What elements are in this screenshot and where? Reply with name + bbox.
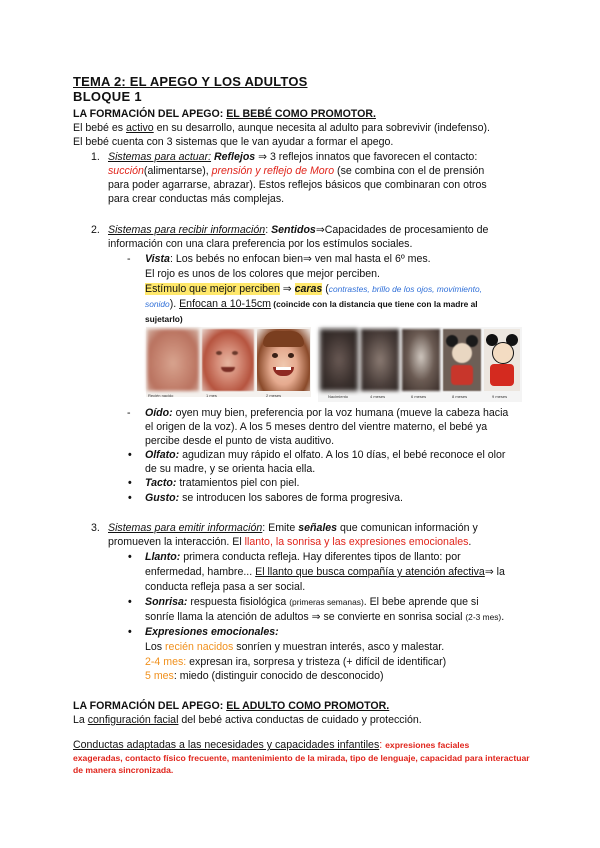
vista-line-2: El rojo es unos de los colores que mejor perciben.	[145, 268, 380, 280]
dash-oido: -	[127, 407, 131, 419]
expresiones-heading: Expresiones emocionales:	[145, 626, 279, 638]
tacto-line: Tacto: tratamientos piel con piel.	[145, 477, 300, 489]
llanto-line-2: enfermedad, hambre... El llanto que busca compañía y atención afectiva⇒ la	[145, 566, 505, 578]
item1-line-1: Sistemas para actuar: Reflejos ⇒ 3 reflejos innatos que favorecen el contacto:	[108, 151, 478, 163]
block-heading: BLOQUE 1	[73, 89, 142, 104]
item1-line-4: para crear conductas más complejas.	[108, 193, 285, 205]
caption-6-months: 6 meses	[411, 394, 427, 399]
item1-line-3: para poder agarrarse, abrazar). Estos reflejos básicos que combinaran con otros	[108, 179, 487, 191]
blurred-face-newborn	[147, 329, 199, 391]
intro-line-2: El bebé cuenta con 3 sistemas que le van ayudar a formar el apego.	[73, 136, 394, 148]
caption-4-months: 4 meses	[370, 394, 386, 399]
item2-line-1: Sistemas para recibir información: Sentidos⇒Capacidades de procesamiento de	[108, 224, 489, 236]
caption-birth: Nacimiento	[328, 394, 349, 399]
item1-line-2: succión(alimentarse), prensión y reflejo de Moro (se combina con el de prensión	[108, 165, 485, 177]
item3-line-2: promueven la interacción. El llanto, la sonrisa y las expresiones emocionales.	[108, 536, 472, 548]
item3-line-1: Sistemas para emitir información: Emite señales que comunican información y	[108, 522, 478, 534]
expresiones-line-3: 2-4 mes: expresan ira, sorpresa y tristeza (+ difícil de identificar)	[145, 656, 447, 668]
item-number-1: 1.	[91, 151, 100, 163]
item-number-3: 3.	[91, 522, 100, 534]
gusto-line: Gusto: se introducen los sabores de forma progresiva.	[145, 492, 403, 504]
mickey-blur-3	[402, 329, 440, 391]
item2-line-2: información con una clara preferencia por los estímulos sociales.	[108, 238, 413, 250]
adult-line-2: Conductas adaptadas a las necesidades y capacidades infantiles: expresiones faciales	[73, 739, 470, 751]
sonrisa-line-1: Sonrisa: respuesta fisiológica (primeras semanas). El bebe aprende que si	[145, 596, 479, 608]
item-number-2: 2.	[91, 224, 100, 236]
bullet-olfato: •	[128, 449, 132, 461]
adult-line-4: de manera sincronizada.	[73, 765, 174, 775]
clear-face-smiling	[257, 329, 310, 391]
vista-line-4: sonido). Enfocan a 10-15cm (coincide con la distancia que tiene con la madre al	[145, 298, 478, 310]
section-underlined: EL BEBÉ COMO PROMOTOR.	[226, 108, 376, 120]
section-heading-baby	[73, 108, 376, 121]
caption-9-months: 9 meses	[492, 394, 508, 399]
bullet-sonrisa: •	[128, 596, 132, 608]
mickey-blur-1	[320, 329, 358, 391]
baby-face-photos	[146, 327, 311, 397]
mickey-semi-clear	[443, 329, 481, 391]
mickey-photos	[318, 327, 522, 402]
olfato-line-2: de su madre, y se orienta hacia ella.	[145, 463, 316, 475]
caption-newborn: Recién nacido	[148, 393, 174, 398]
mickey-clear	[484, 329, 520, 391]
llanto-line-3: conducta refleja pasa a ser social.	[145, 581, 306, 593]
bullet-llanto: •	[128, 551, 132, 563]
adult-line-3: exageradas, contacto físico frecuente, mantenimiento de la mirada, tipo de lenguaje, capacidad para interactuar	[73, 753, 530, 763]
expresiones-line-4: 5 mes: miedo (distinguir conocido de desconocido)	[145, 670, 384, 682]
caption-2-months: 2 meses	[266, 393, 282, 398]
intro-line-1: El bebé es activo en su desarrollo, aunque necesita al adulto para sobrevivir (indefenso).	[73, 122, 490, 134]
page-title: TEMA 2: EL APEGO Y LOS ADULTOS	[73, 74, 308, 89]
expresiones-line-2: Los recién nacidos sonríen y muestran interés, asco y malestar.	[145, 641, 445, 653]
dash-vista: -	[127, 253, 131, 265]
semi-blurred-face	[202, 329, 254, 391]
mickey-blur-2	[361, 329, 399, 391]
oido-line-3: percibe desde el punto de vista auditivo.	[145, 435, 335, 447]
bullet-expresiones: •	[128, 626, 132, 638]
bullet-gusto: •	[128, 492, 132, 504]
llanto-line-1: Llanto: primera conducta refleja. Hay diferentes tipos de llanto: por	[145, 551, 461, 563]
vista-line-5: sujetarlo)	[145, 314, 183, 324]
oido-line-2: el origen de la voz). A los 5 meses dentro del vientre materno, el bebé ya	[145, 421, 488, 433]
oido-line-1: Oído: oyen muy bien, preferencia por la voz humana (mueve la cabeza hacia	[145, 407, 509, 419]
section-heading-adult	[73, 700, 389, 713]
vista-line-1: Vista: Los bebés no enfocan bien⇒ ven mal hasta el 6º mes.	[145, 253, 431, 265]
adult-line-1: La configuración facial del bebé activa conductas de cuidado y protección.	[73, 714, 422, 726]
caption-1-month: 1 mes	[206, 393, 217, 398]
section-prefix: LA FORMACIÓN DEL APEGO:	[73, 700, 227, 712]
vista-line-3: Estímulo que mejor perciben ⇒ caras (contrastes, brillo de los ojos, movimiento,	[145, 283, 482, 295]
olfato-line-1: Olfato: agudizan muy rápido el olfato. A los 10 días, el bebé reconoce el olor	[145, 449, 506, 461]
section-prefix: LA FORMACIÓN DEL APEGO:	[73, 108, 227, 120]
bullet-tacto: •	[128, 477, 132, 489]
sonrisa-line-2: sonríe llama la atención de adultos ⇒ se convierte en sonrisa social (2-3 mes).	[145, 611, 505, 623]
section-underlined: EL ADULTO COMO PROMOTOR.	[226, 700, 390, 712]
caption-8-months: 8 meses	[452, 394, 468, 399]
